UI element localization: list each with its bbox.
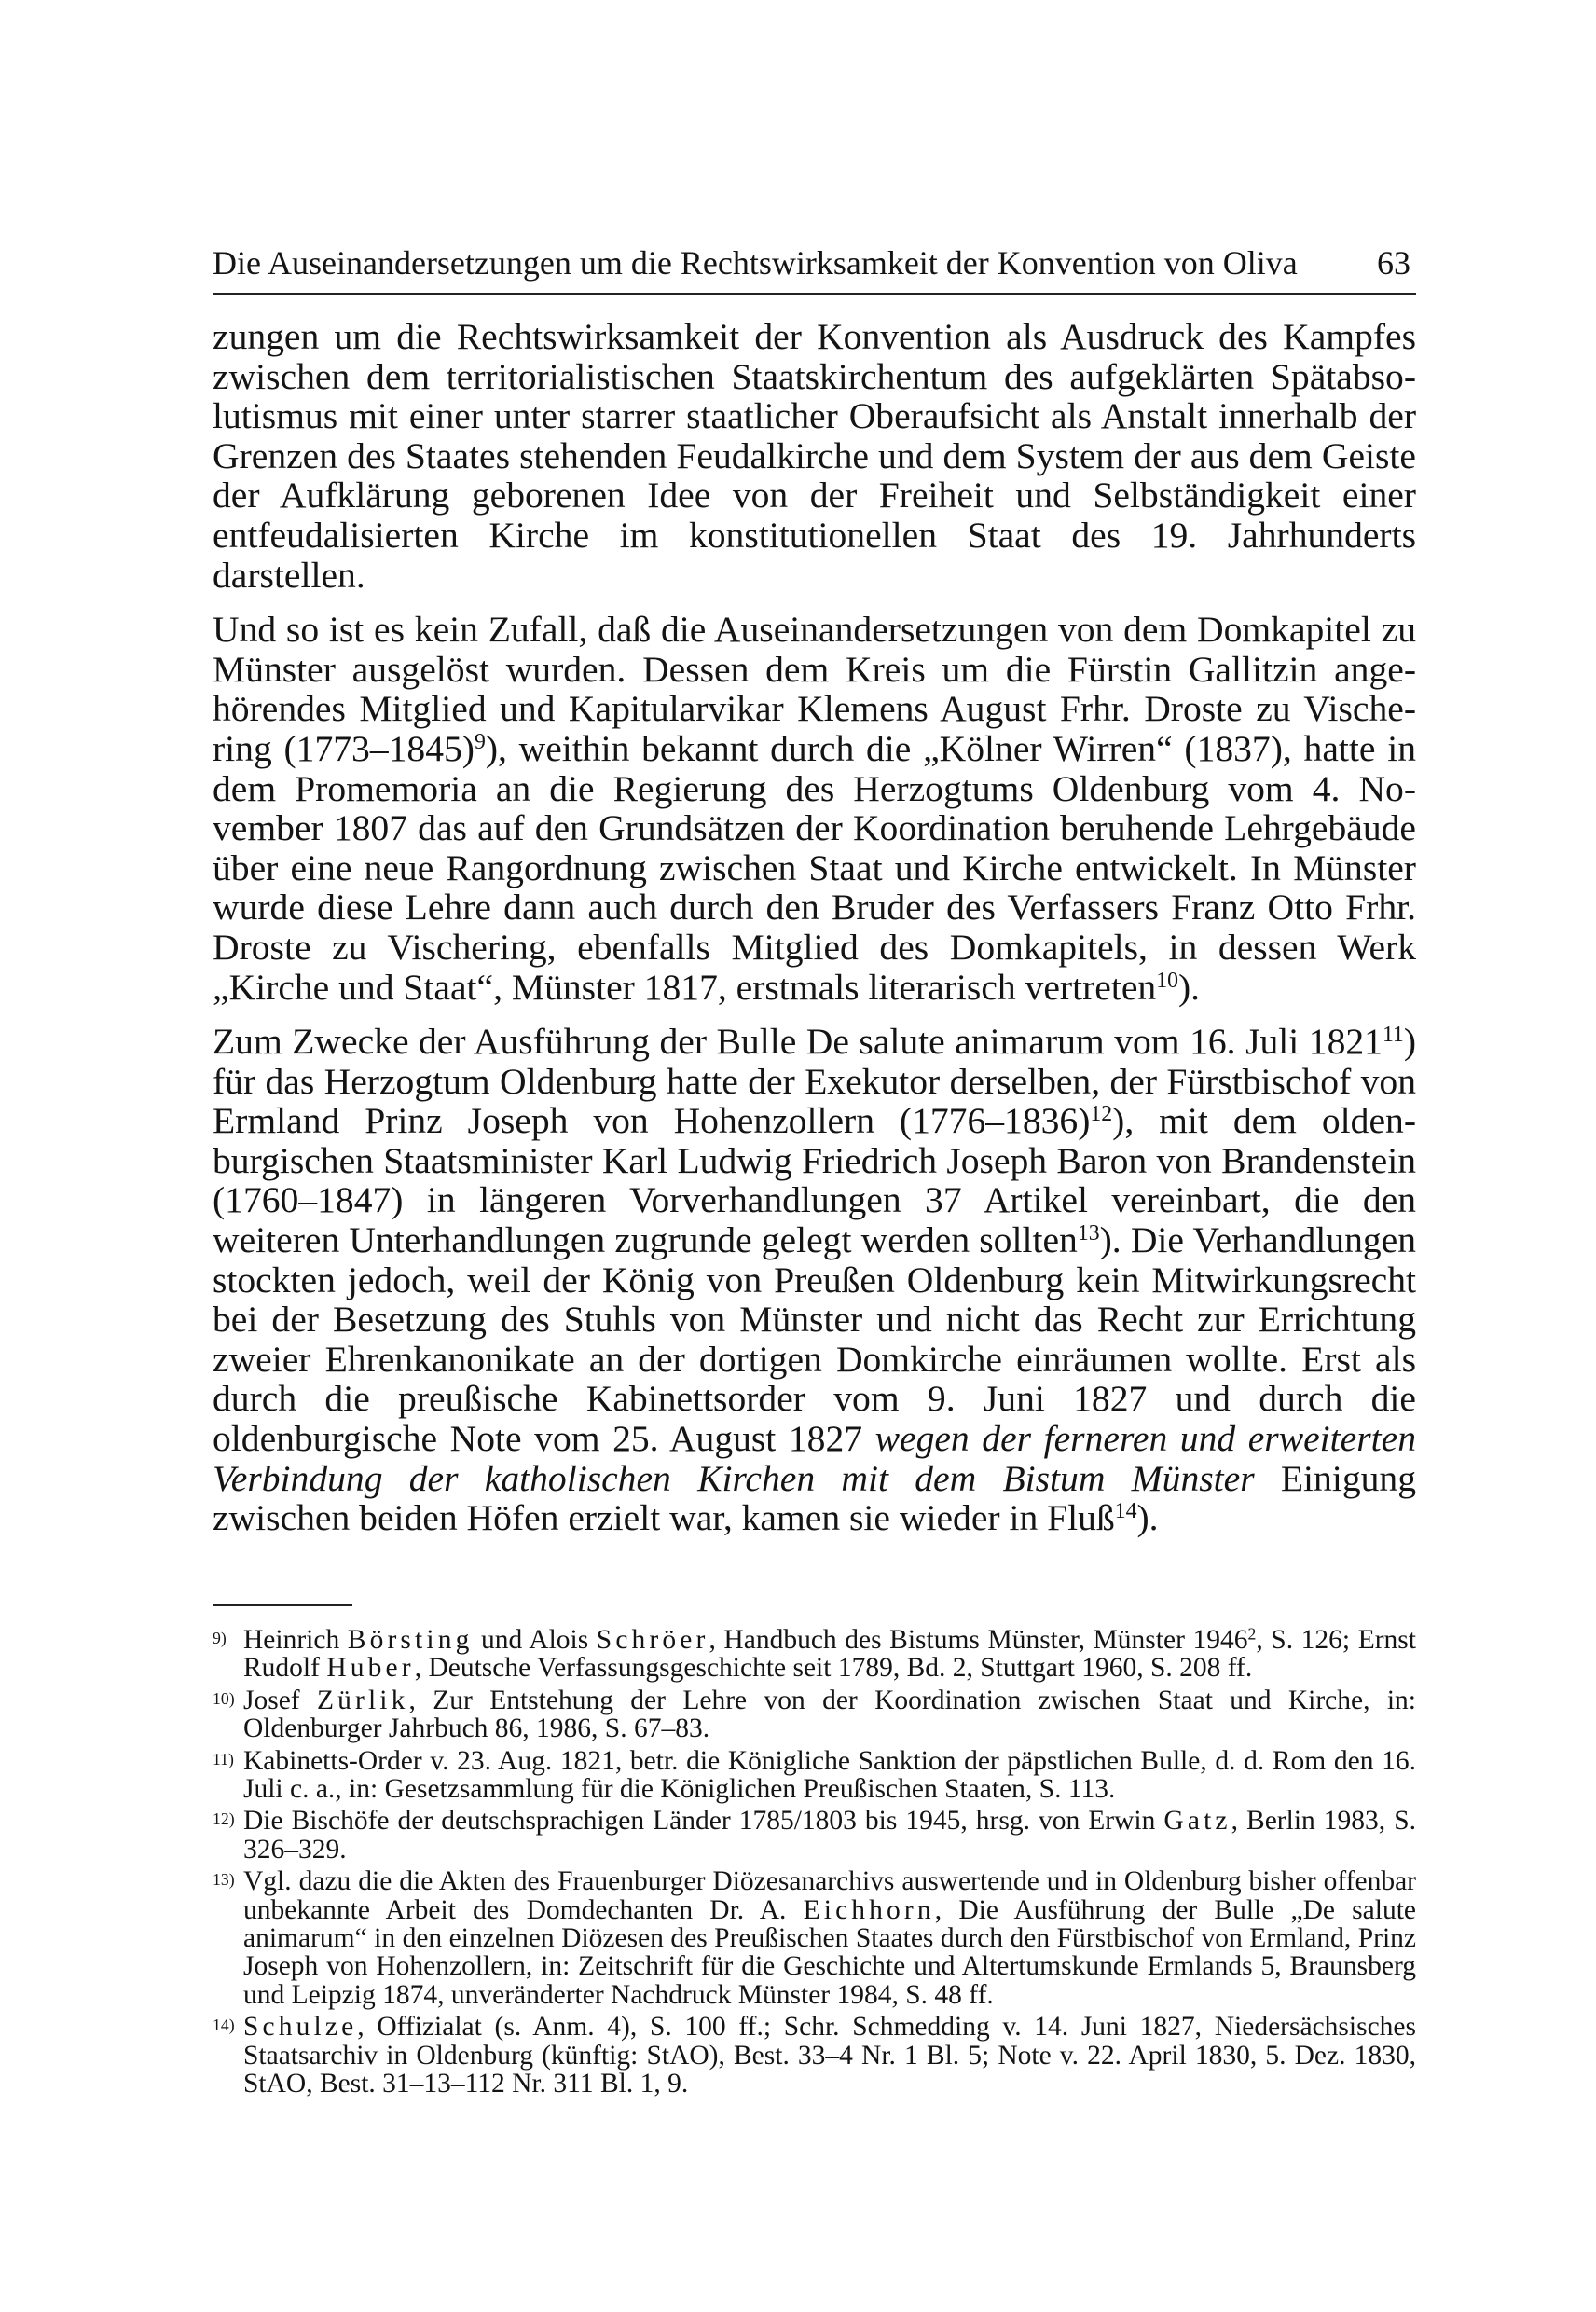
footnote-text: , Offizialat (s. Anm. 4), S. 100 ff.; Schr. Schmedding v. 14. Juni 1827, Niedersächsisches Staatsarchiv in Oldenburg (künftig: StAO), Best. 33–4 Nr. 1 Bl. 5; Note v. 22. April 1830, 5. Dez. 1830, StAO, Best. 31–13–112 Nr. 311 Bl. 1, 9.: [243, 2012, 1416, 2099]
footnote-text: , Deutsche Verfassungsgeschichte seit 1789, Bd. 2, Stuttgart 1960, S. 208 ff.: [414, 1653, 1253, 1684]
paragraph-3-text-f: ).: [1136, 1497, 1159, 1539]
paragraph-1-text: zungen um die Rechtswirksamkeit der Konvention als Ausdruck des Kampfes zwischen dem territorialistischen Staatskirchentum des aufgeklärten Spätabsolutismus mit einer unter starrer staatlicher Oberaufsicht als Anstalt innerhalb der Grenzen des Staates stehenden Feudalkirche und dem System der aus dem Geiste der Aufklärung geborenen Idee von der Freiheit und Selbständigkeit einer entfeudalisierten Kirche im konstitutionellen Staat des 19. Jahrhunderts darstellen.: [213, 316, 1416, 596]
footnote-text: , Handbuch des Bistums Münster, Münster 1946: [709, 1625, 1248, 1655]
paragraph-2-text-c: ).: [1177, 966, 1201, 1008]
footnote-ref-14[interactable]: 14: [1114, 1499, 1137, 1524]
footnote-13: [213, 1867, 1416, 2009]
footnote-mark: 12): [213, 1810, 235, 1829]
footnote-mark: 11): [213, 1749, 234, 1768]
author-name: Gatz: [1163, 1806, 1231, 1837]
footnote-text: , Zur Entstehung der Lehre von der Koordination zwischen Staat und Kirche, in: Oldenburger Jahrbuch 86, 1986, S. 67–83.: [243, 1685, 1416, 1744]
footnote-mark: 13): [213, 1870, 235, 1890]
edition-superscript: 2: [1247, 1624, 1257, 1644]
paragraph-3-text-e: Einigung zwischen beiden Höfen erzielt war, kamen sie wieder in Fluß: [213, 1457, 1416, 1539]
footnote-text: Vgl. dazu die die Akten des Frauenburger Diözesanarchivs auswertende und in Oldenburg bisher offenbar unbekannte Arbeit des Domdechanten Dr. A.: [243, 1866, 1416, 1925]
footnote-12: [213, 1807, 1416, 1864]
paragraph-2-text-a: Und so ist es kein Zufall, daß die Auseinandersetzungen von dem Domkapitel zu Münster ausgelöst wurden. Dessen dem Kreis um die Fürstin Gallitzin angehörendes Mitglied und Kapitularvikar Klemens August Frhr. Droste zu Vischering (1773–1845): [213, 609, 1416, 769]
body-text: [213, 317, 1416, 1553]
footnote-14: [213, 2013, 1416, 2098]
footnote-divider: [213, 1604, 352, 1606]
footnote-ref-9[interactable]: 9: [474, 729, 486, 754]
paragraph-3-text-c: ), mit dem oldenburgischen Staatsminister Karl Ludwig Friedrich Joseph Baron von Brandenstein (1760–1847) in längeren Vorverhandlungen 37 Artikel vereinbart, die den weiteren Unterhandlungen zugrunde gelegt werden sollten: [213, 1100, 1417, 1261]
author-name: Schulze: [243, 2012, 358, 2043]
running-title: Die Auseinandersetzungen um die Rechtswirksamkeit der Konvention von Oliva: [213, 244, 1298, 282]
footnote-mark: 14): [213, 2016, 235, 2035]
footnote-text: , Die Ausführung der Bulle „De salute animarum“ in den einzelnen Diözesen des Preußischen Staates durch den Fürstbischof von Ermland, Prinz Joseph von Hohenzollern, in: Zeitschrift für die Geschichte und Altertumskunde Ermlands 5, Braunsberg und Leipzig 1874, unveränderter Nachdruck Münster 1984, S. 48 ff.: [243, 1894, 1416, 2010]
author-name: Zürlik: [317, 1685, 409, 1715]
footnote-text: , S. 126; Ernst Rudolf: [243, 1625, 1416, 1684]
paragraph-3-text-a: Zum Zwecke der Ausführung der Bulle De salute animarum vom 16. Juli 1821: [213, 1021, 1383, 1063]
paragraph-3-text-d: ). Die Verhandlungen stockten jedoch, weil der König von Preußen Oldenburg kein Mitwirkungsrecht bei der Besetzung des Stuhls von Münster und nicht das Recht zur Errichtung zweier Ehrenkanonikate an der dortigen Domkirche einräumen wollte. Erst als durch die preußische Kabinettsorder vom 9. Juni 1827 und durch die oldenburgische Note vom 25. August 1827: [213, 1219, 1417, 1460]
footnote-9: [213, 1626, 1416, 1683]
footnote-text: , Berlin 1983, S. 326–329.: [243, 1806, 1416, 1865]
footnote-11: [213, 1747, 1416, 1804]
footnote-ref-12[interactable]: 12: [1090, 1102, 1113, 1127]
footnote-text: Kabinetts-Order v. 23. Aug. 1821, betr. die Königliche Sanktion der päpstlichen Bulle, d. d. Rom den 16. Juli c. a., in: Gesetzsammlung für die Königlichen Preußischen Staaten, S. 113.: [243, 1745, 1416, 1805]
footnote-text: Heinrich: [243, 1625, 348, 1655]
author-name: Huber: [326, 1653, 415, 1684]
footnote-text: Die Bischöfe der deutschsprachigen Länder 1785/1803 bis 1945, hrsg. von Erwin: [243, 1806, 1164, 1837]
running-header: [213, 233, 1416, 295]
paragraph-3-text-b: ) für das Herzogtum Oldenburg hatte der Exekutor derselben, der Fürstbischof von Ermland Prinz Joseph von Hohenzollern (1776–1836): [213, 1021, 1416, 1142]
paragraph-1: [213, 317, 1416, 595]
footnote-ref-13[interactable]: 13: [1077, 1221, 1100, 1245]
page-number: 63: [1377, 244, 1410, 282]
footnote-text: und Alois: [473, 1625, 597, 1655]
footnote-ref-11[interactable]: 11: [1382, 1023, 1404, 1048]
footnote-10: [213, 1686, 1416, 1743]
footnote-ref-10[interactable]: 10: [1156, 968, 1178, 993]
paragraph-2-text-b: ), weithin bekannt durch die „Kölner Wirren“ (1837), hatte in dem Promemoria an die Regierung des Herzogtums Oldenburg vom 4. November 1807 das auf den Grundsätzen der Koordination beruhende Lehrgebäude über eine neue Rangordnung zwischen Staat und Kirche entwickelt. In Münster wurde diese Lehre dann auch durch den Bruder des Verfassers Franz Otto Frhr. Droste zu Vischering, ebenfalls Mitglied des Domkapitels, in dessen Werk „Kirche und Staat“, Münster 1817, erstmals literarisch vertreten: [213, 727, 1416, 1008]
author-name: Eichhorn: [803, 1894, 935, 1925]
paragraph-3-italic-phrase: wegen der ferneren und erweiterten Verbindung der katholischen Kirchen mit dem Bistum Münster: [213, 1418, 1416, 1499]
footnote-mark: 10): [213, 1688, 235, 1708]
footnote-text: Josef: [243, 1685, 317, 1715]
footnotes: [213, 1626, 1416, 2102]
footnote-mark: 9): [213, 1629, 227, 1647]
author-name: Börsting: [347, 1625, 474, 1655]
paragraph-3: [213, 1022, 1416, 1538]
author-name: Schröer: [596, 1625, 709, 1655]
paragraph-2: [213, 610, 1416, 1007]
